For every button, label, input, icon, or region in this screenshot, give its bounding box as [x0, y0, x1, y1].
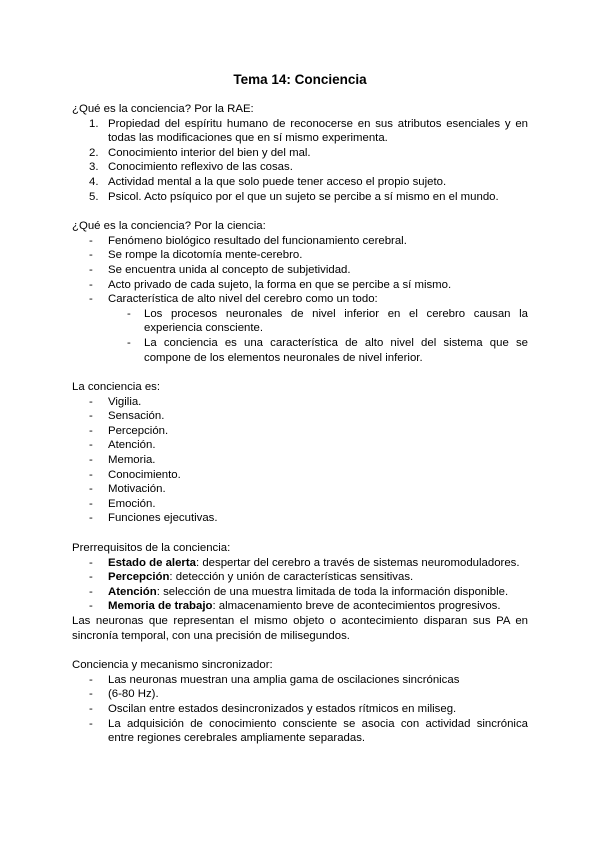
- list-item-text: La conciencia es una característica de alto nivel del sistema que se compone de los elementos neuronales de nivel inferior.: [144, 336, 528, 364]
- section-intro: ¿Qué es la conciencia? Por la RAE:: [72, 103, 254, 115]
- list-item-text: Acto privado de cada sujeto, la forma en que se percibe a sí mismo.: [108, 278, 452, 291]
- list-item-text: Sensación.: [108, 410, 165, 423]
- list-item: [72, 556, 528, 571]
- list-item-text: Atención.: [108, 439, 156, 452]
- dash-marker: -: [89, 497, 93, 510]
- dash-marker: -: [89, 585, 93, 598]
- dash-marker: -: [89, 424, 93, 437]
- list-item-text: Emoción.: [108, 497, 156, 510]
- list-item-text: Se encuentra unida al concepto de subjetividad.: [108, 263, 351, 276]
- page-title: Tema 14: Conciencia: [233, 72, 367, 87]
- dash-marker: -: [89, 468, 93, 481]
- paragraph-sincronia: Las neuronas que representan el mismo objeto o acontecimiento disparan sus PA en sincronía temporal, con una precisión de milisegundos.: [72, 615, 528, 642]
- dash-marker: -: [89, 263, 93, 276]
- list-number: 1.: [89, 117, 99, 130]
- list-item-text: Conocimiento reflexivo de las cosas.: [108, 161, 293, 174]
- list-item-text: Las neuronas muestran una amplia gama de oscilaciones sincrónicas: [108, 673, 460, 686]
- dash-marker: -: [89, 512, 93, 525]
- list-item-text: Funciones ejecutivas.: [108, 512, 218, 525]
- list-item: [72, 117, 528, 146]
- section-intro: Prerrequisitos de la conciencia:: [72, 542, 231, 555]
- list-number: 3.: [89, 161, 99, 174]
- list-item-text: Conocimiento interior del bien y del mal.: [108, 146, 311, 159]
- dash-marker: -: [89, 249, 93, 262]
- list-item-text: : almacenamiento breve de acontecimientos progresivos.: [212, 600, 501, 613]
- dash-marker: -: [89, 702, 93, 715]
- list-item-text: : despertar del cerebro a través de sistemas neuromoduladores.: [196, 556, 520, 569]
- list-item-text: Oscilan entre estados desincronizados y estados rítmicos en miliseg.: [108, 702, 457, 715]
- dash-marker: -: [89, 688, 93, 701]
- list-item: [72, 438, 528, 453]
- list-item-term: Percepción: [108, 571, 170, 584]
- dash-marker: -: [89, 395, 93, 408]
- list-item-term: Memoria de trabajo: [108, 600, 213, 613]
- dash-marker: -: [127, 307, 131, 320]
- list-item: [72, 687, 528, 702]
- list-item-text: : detección y unión de características sensitivas.: [169, 571, 414, 584]
- list-item-text: Vigilia.: [108, 395, 142, 408]
- dash-marker: -: [89, 556, 93, 569]
- list-item: [72, 453, 528, 468]
- section-conciencia-es: [72, 380, 528, 526]
- list-subitem: [72, 336, 528, 365]
- list-number: 5.: [89, 190, 99, 203]
- list-item: [72, 673, 528, 688]
- list-item-text: Actividad mental a la que solo puede tener acceso el propio sujeto.: [108, 175, 447, 188]
- list-item: [72, 570, 528, 585]
- section-rae: [72, 102, 528, 204]
- list-item: [72, 160, 528, 175]
- section-mecanismo: [72, 658, 528, 746]
- list-item: [72, 263, 528, 278]
- list-item-text: Motivación.: [108, 483, 166, 496]
- list-item: [72, 175, 528, 190]
- list-item: [72, 585, 528, 600]
- dash-list: [72, 673, 528, 746]
- list-item-text: : selección de una muestra limitada de toda la información disponible.: [156, 585, 509, 598]
- list-item-text: Fenómeno biológico resultado del funcionamiento cerebral.: [108, 234, 407, 247]
- dash-marker: -: [89, 293, 93, 306]
- list-item-text: Memoria.: [108, 454, 156, 467]
- section-prerrequisitos: [72, 541, 528, 643]
- list-item: [72, 599, 528, 614]
- list-item: [72, 702, 528, 717]
- dash-marker: -: [89, 571, 93, 584]
- dash-marker: -: [89, 234, 93, 247]
- list-item-text: (6-80 Hz).: [108, 688, 159, 701]
- list-item: [72, 468, 528, 483]
- list-item-text: Los procesos neuronales de nivel inferior en el cerebro causan la experiencia consciente.: [144, 307, 528, 335]
- dash-marker: -: [127, 336, 131, 349]
- section-intro: Conciencia y mecanismo sincronizador:: [72, 659, 273, 672]
- list-item: [72, 717, 528, 746]
- list-item: [72, 234, 528, 249]
- list-item-text: Característica de alto nivel del cerebro como un todo:: [108, 293, 378, 306]
- list-number: 4.: [89, 175, 99, 188]
- list-number: 2.: [89, 146, 99, 159]
- list-item-text: Se rompe la dicotomía mente-cerebro.: [108, 249, 303, 262]
- list-item-text: Conocimiento.: [108, 468, 181, 481]
- dash-marker: -: [89, 439, 93, 452]
- dash-marker: -: [89, 600, 93, 613]
- dash-marker: -: [89, 410, 93, 423]
- dash-list: [72, 234, 528, 307]
- list-item-text: Propiedad del espíritu humano de reconocerse en sus atributos esenciales y en todas las modificaciones que en sí mismo experimenta.: [108, 117, 528, 145]
- section-ciencia: [72, 219, 528, 365]
- list-item-text: Psicol. Acto psíquico por el que un sujeto se percibe a sí mismo en el mundo.: [108, 190, 499, 203]
- list-item: [72, 248, 528, 263]
- list-item: [72, 424, 528, 439]
- list-item-term: Estado de alerta: [108, 556, 196, 569]
- list-item-text: La adquisición de conocimiento consciente se asocia con actividad sincrónica entre regiones cerebrales ampliamente separadas.: [108, 717, 528, 745]
- dash-marker: -: [89, 483, 93, 496]
- dash-marker: -: [89, 673, 93, 686]
- section-intro: La conciencia es:: [72, 381, 161, 394]
- list-item: [72, 511, 528, 526]
- dash-list: [72, 395, 528, 526]
- list-item: [72, 292, 528, 307]
- dash-marker: -: [89, 717, 93, 730]
- list-item: [72, 409, 528, 424]
- dash-marker: -: [89, 278, 93, 291]
- list-item: [72, 190, 528, 205]
- section-intro: ¿Qué es la conciencia? Por la ciencia:: [72, 220, 266, 233]
- dash-list: [72, 556, 528, 614]
- list-item: [72, 278, 528, 293]
- dash-marker: -: [89, 454, 93, 467]
- numbered-list: [72, 117, 528, 205]
- dash-sublist: [72, 307, 528, 365]
- list-item: [72, 146, 528, 161]
- list-item-term: Atención: [108, 585, 157, 598]
- list-item: [72, 482, 528, 497]
- list-item-text: Percepción.: [108, 424, 169, 437]
- list-item: [72, 497, 528, 512]
- list-item: [72, 395, 528, 410]
- list-subitem: [72, 307, 528, 336]
